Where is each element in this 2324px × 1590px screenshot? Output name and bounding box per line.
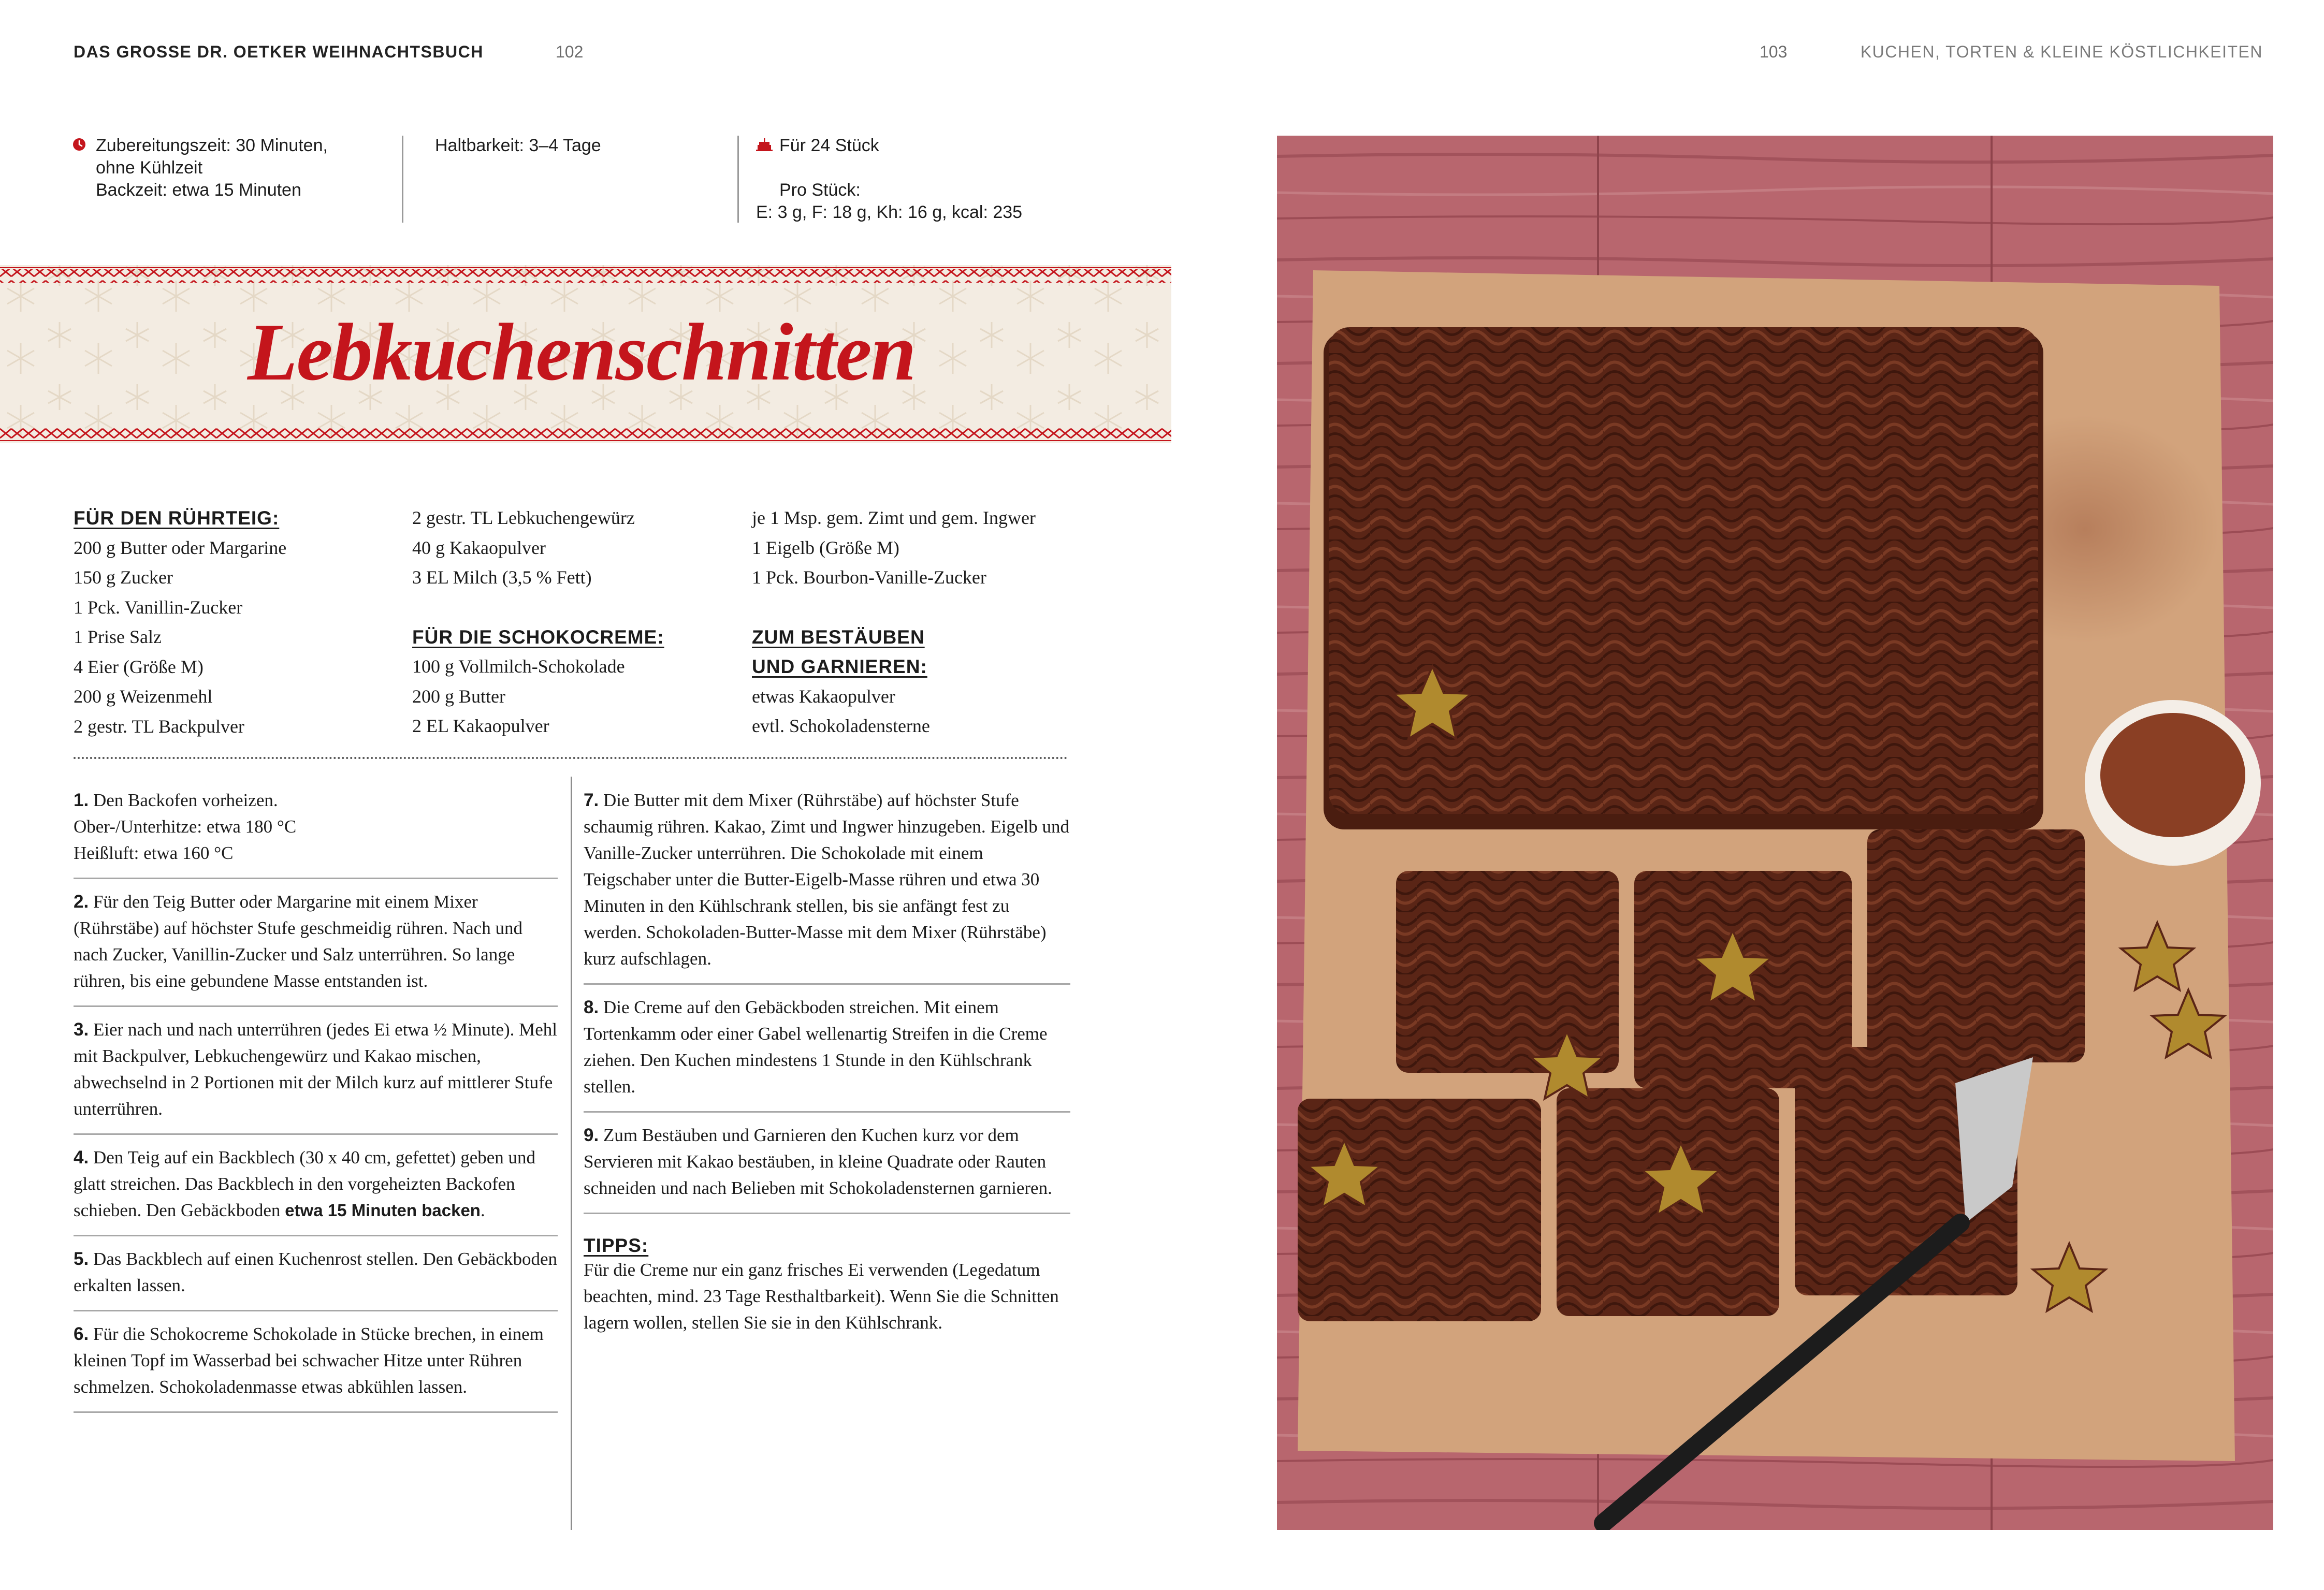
cake-icon bbox=[756, 138, 773, 151]
step-number: 3. bbox=[74, 1019, 89, 1040]
step-text: Den Teig auf ein Backblech (30 x 40 cm, gefettet) geben und glatt streichen. Das Backblech in den vorgeheizten Backofen schieben. Den Gebäckboden bbox=[74, 1147, 536, 1220]
step-3 bbox=[74, 1007, 558, 1135]
ingredients-heading-dough: FÜR DEN RÜHRTEIG: bbox=[74, 507, 280, 529]
ingredient-item: etwas Kakaopulver bbox=[752, 685, 895, 707]
dotted-divider bbox=[74, 757, 1068, 759]
step-text: Das Backblech auf einen Kuchenrost stellen. Den Gebäckboden erkalten lassen. bbox=[74, 1249, 558, 1295]
step-text: Für den Teig Butter oder Margarine mit einem Mixer (Rührstäbe) auf höchster Stufe geschmeidig rühren. Nach und nach Zucker, Vanillin-Zucker und Salz unterrühren. So lange rühren, bis eine gebundene Masse entstanden ist. bbox=[74, 892, 522, 991]
meta-divider bbox=[737, 136, 739, 223]
ingredient-item: 4 Eier (Größe M) bbox=[74, 656, 204, 677]
tips-text: Für die Creme nur ein ganz frisches Ei verwenden (Legedatum beachten, mind. 23 Tage Resthaltbarkeit). Wenn Sie die Schnitten lagern wollen, stellen Sie sie in den Kühlschrank. bbox=[584, 1260, 1059, 1333]
ingredient-item: 200 g Butter bbox=[412, 685, 505, 707]
ingredient-item: 150 g Zucker bbox=[74, 567, 173, 588]
step-number: 8. bbox=[584, 997, 599, 1017]
step-text: Für die Schokocreme Schokolade in Stücke brechen, in einem kleinen Topf im Wasserbad bei schwacher Hitze unter Rühren schmelzen. Schokoladenmasse etwas abkühlen lassen. bbox=[74, 1324, 544, 1397]
servings-info bbox=[756, 135, 1077, 224]
steps-divider bbox=[571, 777, 572, 1530]
ingredient-item: evtl. Schokoladensterne bbox=[752, 716, 930, 736]
ingredient-item: 1 Eigelb (Größe M) bbox=[752, 537, 899, 558]
step-number: 1. bbox=[74, 790, 89, 810]
ingredient-item: 2 gestr. TL Lebkuchengewürz bbox=[412, 507, 635, 528]
clock-icon bbox=[72, 138, 86, 151]
ingredients-column-1 bbox=[74, 503, 286, 741]
step-2 bbox=[74, 879, 558, 1007]
step-number: 4. bbox=[74, 1147, 89, 1168]
prep-time: Zubereitungszeit: 30 Minuten, bbox=[96, 136, 328, 155]
ingredients-heading-garnish-2: UND GARNIEREN: bbox=[752, 656, 927, 677]
step-emphasis: etwa 15 Minuten backen bbox=[285, 1201, 481, 1220]
step-number: 2. bbox=[74, 892, 89, 912]
recipe-photo bbox=[1277, 136, 2273, 1530]
ingredients-column-2 bbox=[412, 503, 664, 741]
step-9 bbox=[584, 1113, 1070, 1214]
ingredient-item: 100 g Vollmilch-Schokolade bbox=[412, 656, 625, 677]
steps-column-right bbox=[584, 778, 1070, 1336]
tips-heading: TIPPS: bbox=[584, 1235, 649, 1256]
shelf-life: Haltbarkeit: 3–4 Tage bbox=[435, 136, 601, 155]
ingredient-item: 1 Prise Salz bbox=[74, 626, 162, 647]
step-text: Ober-/Unterhitze: etwa 180 °C bbox=[74, 816, 297, 837]
ingredient-item: je 1 Msp. gem. Zimt und gem. Ingwer bbox=[752, 507, 1036, 528]
shelf-life-info bbox=[435, 135, 725, 157]
chapter-title: KUCHEN, TORTEN & KLEINE KÖSTLICHKEITEN bbox=[1860, 42, 2263, 61]
step-text: Den Backofen vorheizen. bbox=[93, 790, 278, 810]
ingredients-column-3 bbox=[752, 503, 1036, 741]
ingredient-item: 1 Pck. Bourbon-Vanille-Zucker bbox=[752, 567, 986, 588]
step-number: 6. bbox=[74, 1324, 89, 1344]
meta-divider bbox=[402, 136, 403, 223]
cake-illustration bbox=[1277, 136, 2273, 1530]
per-piece-label: Pro Stück: bbox=[779, 180, 861, 200]
step-1 bbox=[74, 778, 558, 879]
step-text-end: . bbox=[480, 1200, 485, 1220]
step-number: 7. bbox=[584, 790, 599, 810]
nutrition-values: E: 3 g, F: 18 g, Kh: 16 g, kcal: 235 bbox=[756, 202, 1023, 222]
step-number: 5. bbox=[74, 1249, 89, 1269]
step-8 bbox=[584, 985, 1070, 1113]
ingredient-item: 40 g Kakaopulver bbox=[412, 537, 546, 558]
steps-column-left bbox=[74, 778, 558, 1413]
prep-time-note: ohne Kühlzeit bbox=[96, 158, 203, 178]
ingredient-item: 1 Pck. Vanillin-Zucker bbox=[74, 596, 243, 618]
ingredient-item: 2 gestr. TL Backpulver bbox=[74, 716, 244, 737]
step-number: 9. bbox=[584, 1125, 599, 1145]
ingredient-item: 200 g Weizenmehl bbox=[74, 686, 213, 707]
recipe-title: Lebkuchenschnitten bbox=[248, 307, 916, 398]
step-text: Eier nach und nach unterrühren (jedes Ei etwa ½ Minute). Mehl mit Backpulver, Lebkuchengewürz und Kakao mischen, abwechselnd in 2 Portionen mit der Milch kurz auf mittlerer Stufe unterrühren. bbox=[74, 1019, 558, 1119]
step-6 bbox=[74, 1311, 558, 1413]
step-text: Die Creme auf den Gebäckboden streichen. Mit einem Tortenkamm oder einer Gabel wellenartig Streifen in die Creme ziehen. Den Kuchen mindestens 1 Stunde in den Kühlschrank stellen. bbox=[584, 997, 1048, 1097]
step-4 bbox=[74, 1135, 558, 1236]
ingredient-item: 3 EL Milch (3,5 % Fett) bbox=[412, 567, 592, 588]
step-text: Zum Bestäuben und Garnieren den Kuchen kurz vor dem Servieren mit Kakao bestäuben, in kleine Quadrate oder Rauten schneiden und nach Belieben mit Schokoladensternen garnieren. bbox=[584, 1125, 1052, 1198]
step-text: Heißluft: etwa 160 °C bbox=[74, 843, 234, 863]
step-7 bbox=[584, 778, 1070, 985]
bake-time: Backzeit: etwa 15 Minuten bbox=[96, 180, 301, 200]
book-title: DAS GROSSE DR. OETKER WEIHNACHTSBUCH bbox=[74, 42, 484, 61]
step-5 bbox=[74, 1236, 558, 1311]
ingredients-heading-cream: FÜR DIE SCHOKOCREME: bbox=[412, 626, 664, 648]
step-text: Die Butter mit dem Mixer (Rührstäbe) auf höchster Stufe schaumig rühren. Kakao, Zimt und Ingwer hinzugeben. Eigelb und Vanille-Zucker unterrühren. Die Schokolade mit einem Teigschaber unter die Butter-Eigelb-Masse rühren und etwa 30 Minuten in den Kühlschrank stellen, bis sie anfängt fest zu werden. Schokoladen-Butter-Masse mit dem Mixer (Rührstäbe) kurz aufschlagen. bbox=[584, 790, 1069, 969]
time-info bbox=[72, 135, 404, 201]
ingredient-item: 200 g Butter oder Margarine bbox=[74, 537, 287, 558]
page-number-left: 102 bbox=[556, 42, 584, 61]
servings: Für 24 Stück bbox=[779, 136, 879, 155]
ingredients-heading-garnish: ZUM BESTÄUBEN bbox=[752, 626, 925, 648]
page-number-right: 103 bbox=[1760, 42, 1788, 61]
ingredient-item: 2 EL Kakaopulver bbox=[412, 716, 549, 736]
